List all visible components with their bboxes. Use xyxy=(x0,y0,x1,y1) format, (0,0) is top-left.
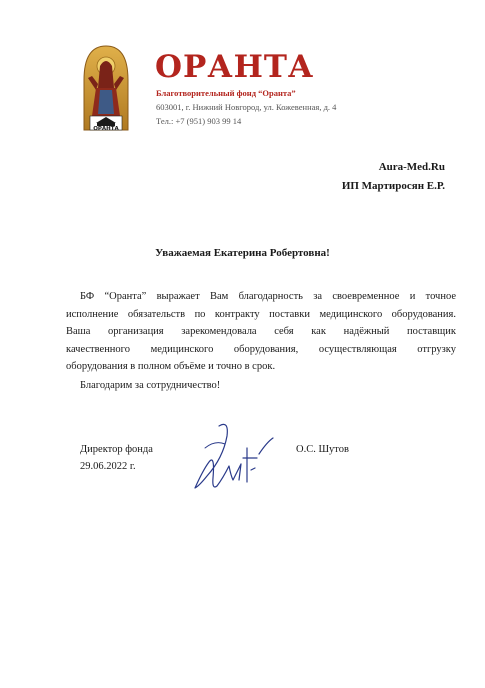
orthodox-icon-logo xyxy=(82,44,130,132)
org-full-name: Благотворительный фонд “Оранта” xyxy=(156,88,296,98)
body-line: Ваша организация зарекомендовала себя как надёжный поставщик xyxy=(66,326,456,337)
body-line: оборудования в полном объёме и точно в срок. xyxy=(66,361,276,372)
recipient-company: Aura-Med.Ru xyxy=(378,161,445,173)
signer-role: Директор фонда xyxy=(80,444,153,455)
handwritten-signature xyxy=(185,418,285,498)
org-address: 603001, г. Нижний Новгород, ул. Кожевенная, д. 4 xyxy=(156,102,337,112)
signature-date: 29.06.2022 г. xyxy=(80,461,136,472)
body-line: качественного медицинского оборудования, осуществляющая отгрузку xyxy=(66,343,456,355)
body-line: БФ “Оранта” выражает Вам благодарность за своевременное и точное xyxy=(80,291,456,302)
thanks-line: Благодарим за сотрудничество! xyxy=(80,379,221,391)
org-phone: Тел.: +7 (951) 903 99 14 xyxy=(156,116,242,126)
recipient-block xyxy=(342,158,445,196)
body-line: исполнение обязательств по контракту поставки медицинского оборудования. xyxy=(66,308,456,320)
logo-caption-text: ОРАНТА xyxy=(93,126,119,132)
recipient-person: ИП Мартиросян Е.Р. xyxy=(341,180,445,192)
letter-body xyxy=(66,288,456,394)
org-name: ОРАНТА xyxy=(155,49,315,85)
signer-name: О.С. Шутов xyxy=(296,444,349,455)
greeting: Уважаемая Екатерина Робертовна! xyxy=(155,247,330,259)
